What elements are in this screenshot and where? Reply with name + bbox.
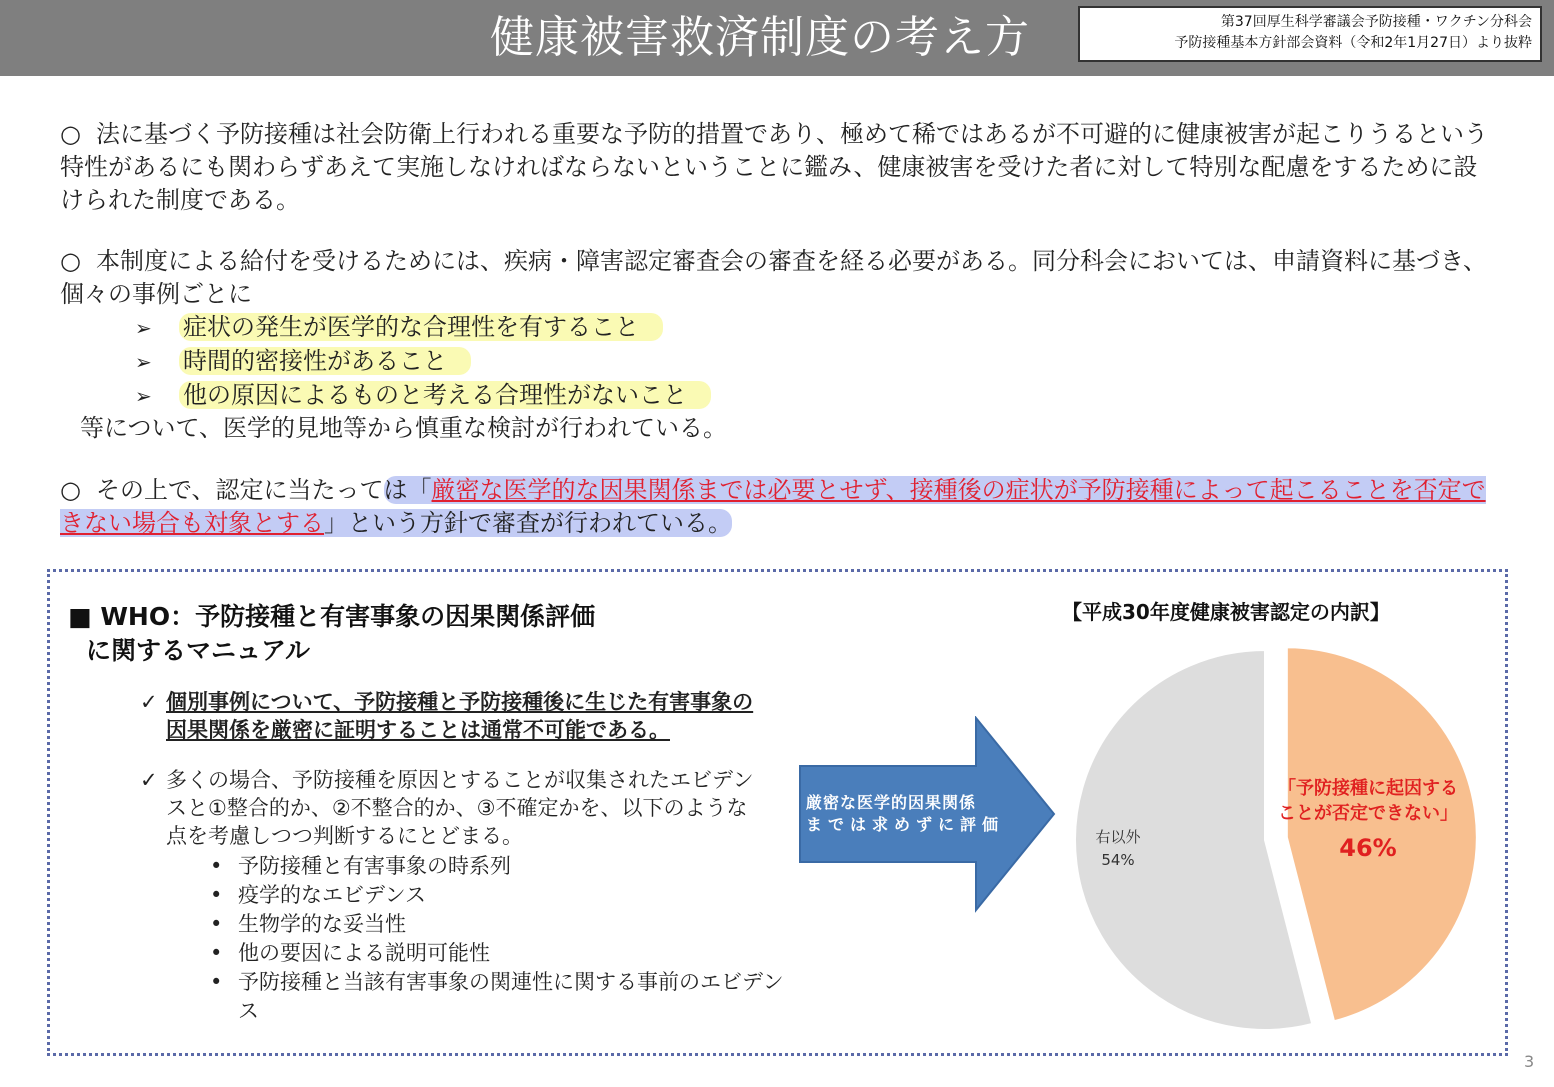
arrow-caption <box>806 792 1020 836</box>
who-check-item <box>140 688 780 744</box>
page-number: 3 <box>1524 1052 1535 1071</box>
who-heading <box>68 600 595 668</box>
list-item <box>210 939 790 968</box>
list-item <box>210 881 790 910</box>
arrow-bullet-icon: ➢ <box>135 316 152 340</box>
criteria-text: 他の原因によるものと考える合理性がないこと <box>179 381 711 409</box>
circle-marker: ○ <box>60 476 81 504</box>
bullet-icon: • <box>210 970 223 994</box>
policy-quote-open: は「 <box>383 476 432 504</box>
arrow-bullet-icon: ➢ <box>135 384 152 408</box>
paragraph-purpose <box>60 118 1500 217</box>
pie-label-main <box>1268 776 1468 870</box>
bullet-icon: • <box>210 912 223 936</box>
list-item <box>210 852 790 881</box>
criteria-item <box>135 312 663 343</box>
policy-emphasis: 厳密な医学的な因果関係までは必要とせず、接種後の症状が予防接種によって起こることを否定できない場合も対象とする <box>60 476 1486 537</box>
pie-label-other-value: 54% <box>1101 851 1135 869</box>
arrow-caption-line-1: 厳密な医学的因果関係 <box>806 793 977 812</box>
pie-label-other <box>1086 826 1150 872</box>
circle-marker: ○ <box>60 247 81 275</box>
criteria-item <box>135 380 711 411</box>
who-heading-line-1: ■ WHO：予防接種と有害事象の因果関係評価 <box>68 602 596 631</box>
chart-title: 【平成30年度健康被害認定の内訳】 <box>1062 600 1390 624</box>
who-check-text: 多くの場合、予防接種を原因とすることが収集されたエビデンスと①整合的か、②不整合的か、③不確定かを、以下のような点を考慮しつつ判断するにとどまる。 <box>166 768 754 848</box>
criteria-item <box>135 346 471 377</box>
pie-label-other-name: 右以外 <box>1095 828 1141 846</box>
criteria-text: 時間的密接性があること <box>179 347 471 375</box>
list-item-text: 生物学的な妥当性 <box>238 912 406 936</box>
list-item-text: 疫学的なエビデンス <box>238 883 426 907</box>
criteria-text: 症状の発生が医学的な合理性を有すること <box>179 313 663 341</box>
who-heading-line-2: に関するマニュアル <box>86 636 311 665</box>
paragraph-review <box>60 245 1500 311</box>
source-line-2: 予防接種基本方針部会資料（令和2年1月27日）より抜粋 <box>1174 35 1532 51</box>
paragraph-purpose-text: 法に基づく予防接種は社会防衛上行われる重要な予防的措置であり、極めて稀ではあるが不可避的に健康被害が起こりうるという特性があるにも関わらずあえて実施しなければならないということに鑑み、健康被害を受けた者に対して特別な配慮をするために設けられた制度である。 <box>60 120 1488 214</box>
arrow-bullet-icon: ➢ <box>135 350 152 374</box>
list-item-text: 予防接種と当該有害事象の関連性に関する事前のエビデンス <box>238 970 784 1023</box>
pie-label-main-line-1: 「予防接種に起因する <box>1278 778 1458 799</box>
source-line-1: 第37回厚生科学審議会予防接種・ワクチン分科会 <box>1220 14 1532 30</box>
circle-marker: ○ <box>60 120 81 148</box>
bullet-icon: • <box>210 854 223 878</box>
paragraph-policy <box>60 474 1500 540</box>
bullet-icon: • <box>210 883 223 907</box>
list-item-text: 予防接種と有害事象の時系列 <box>238 854 511 878</box>
who-check-text: 個別事例について、予防接種と予防接種後に生じた有害事象の因果関係を厳密に証明することは通常不可能である。 <box>166 690 754 742</box>
bullet-icon: • <box>210 941 223 965</box>
pie-label-main-line-2: ことが否定できない」 <box>1278 803 1458 824</box>
paragraph-review-text: 本制度による給付を受けるためには、疾病・障害認定審査会の審査を経る必要がある。同分科会においては、申請資料に基づき、個々の事例ごとに <box>60 247 1488 308</box>
page-title: 健康被害救済制度の考え方 <box>490 12 1030 63</box>
check-icon: ✓ <box>140 690 158 714</box>
paragraph-review-closing: 等について、医学的見地等から慎重な検討が行われている。 <box>80 414 728 442</box>
check-icon: ✓ <box>140 768 158 792</box>
pie-label-main-value: 46% <box>1339 834 1397 862</box>
policy-lead: その上で、認定に当たって <box>96 476 384 504</box>
arrow-caption-line-2: までは求めずに評価 <box>806 815 1005 834</box>
list-item-text: 他の要因による説明可能性 <box>238 941 490 965</box>
source-citation-box <box>1078 6 1542 62</box>
list-item <box>210 910 790 939</box>
policy-tail: 」という方針で審査が行われている。 <box>324 509 732 537</box>
list-item <box>210 968 790 1026</box>
who-check-item <box>140 766 780 850</box>
who-bullet-list <box>210 852 790 1026</box>
